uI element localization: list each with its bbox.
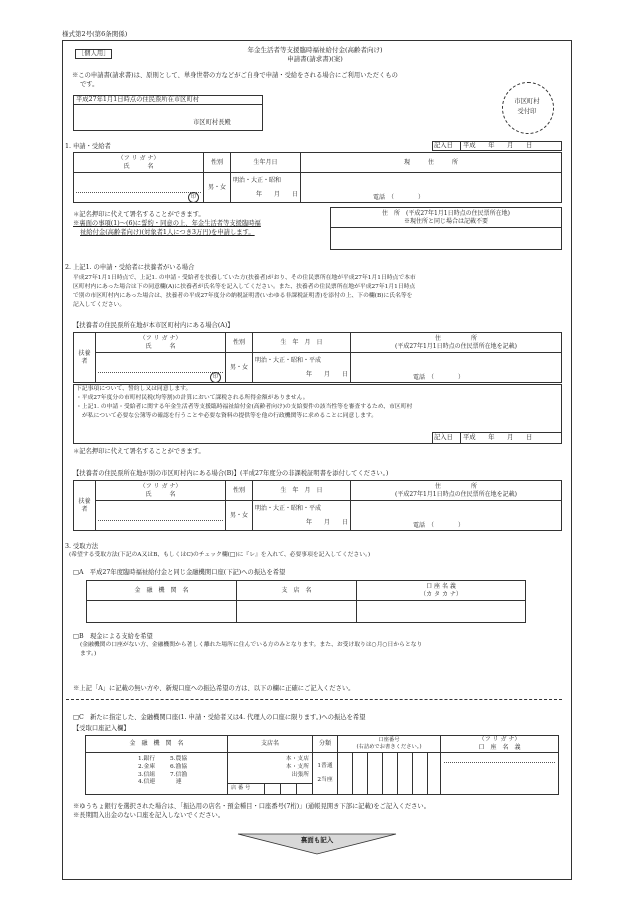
sec2-a-address-input[interactable] [351, 353, 562, 383]
sec1-entry-date-label: 記入日 [434, 142, 453, 149]
sec3-a-holder-input[interactable] [357, 601, 526, 623]
sec1-address-header: 現 住 所 [301, 153, 562, 173]
sec2-b-address-header-1: 住 所 [434, 482, 477, 490]
sec2-a-ymd: 年 月 日 [305, 370, 348, 378]
sec2-b-ymd: 年 月 日 [305, 518, 348, 526]
sec3-c-acct-header-2: (右詰めでお書きください。) [356, 744, 422, 750]
sec3-c-bank-header: 金 融 機 関 名 [86, 736, 228, 753]
sec1-address-input[interactable] [301, 173, 562, 203]
sec2-note-sign: ＊記名押印に代えて署名することができます。 [73, 448, 205, 455]
sec1-pledge-1: ※裏面の事項(1)～(6)に誓約・同意の上、年金生活者等支援臨時福 [73, 220, 261, 227]
seal-mark: 印 [210, 372, 221, 383]
sec2-entry-date-label: 記入日 [434, 434, 453, 441]
bank-type-1: 1.銀行 [138, 756, 156, 762]
sec2-a-gender-value[interactable]: 男・女 [226, 353, 253, 383]
sec3-c-kana-input[interactable] [441, 753, 559, 795]
sec3-c-branch-header: 支店名 [228, 736, 313, 753]
sec2-p3: で別の市区町村内にあった場合は、扶養者の平成27年度分の納税証明書(いわゆる非課税証明書)を添付の上、下の欄(B)に氏名等を [73, 293, 413, 299]
stamp-label-1: 市区町村 [514, 98, 540, 105]
sec2-a-gender-header: 性別 [226, 333, 253, 353]
sec2-b-birth-header: 生 年 月 日 [253, 481, 351, 501]
sec3-a-bank-input[interactable] [87, 601, 237, 623]
sec3-title: 3. 受取方法 [65, 543, 99, 550]
sec1-pledge-2: 祉給付金(高齢者向け)(対象者1人につき3万円)を申請します。 [80, 229, 255, 236]
sec2-b-title: 【扶養者の住民票所在地が別の市区町村内にある場合(B)】(平成27年度分の非課税証明書を添付してください。) [73, 470, 389, 477]
sec3-a-holder-2: （カ タ カ ナ） [420, 590, 462, 598]
sec2-p2: 区町村内にあった場合は下の同意欄(A)に扶養者が氏名等を記入してください。また、扶養者の住民票所在地が平成27年1月1日時点 [73, 284, 416, 290]
sec3-c-branch-input[interactable] [228, 753, 313, 795]
sec3-dashed-divider [66, 699, 562, 700]
sec1-note-sign: ＊記名押印に代えて署名することができます。 [73, 211, 205, 218]
bank-type-2: 2.金庫 [138, 763, 156, 770]
sec1-furigana: （フ リ ガ ナ） [117, 154, 160, 162]
sec1-era: 明治・大正・昭和 [233, 176, 282, 184]
sec2-a-supporter: 扶養者 [74, 333, 96, 383]
title-line2: 申請書(請求書)(案) [287, 55, 343, 63]
sec3-note-dormant: ※長期間入出金のない口座を記入しないでください。 [73, 812, 225, 819]
sec3-c-kana-header-1: （フ リ ガ ナ） [478, 736, 521, 744]
bank-type-4: 4.信連 [138, 779, 156, 786]
sec2-b-address-input[interactable] [351, 501, 562, 531]
sec1-jan1-note: ※現住所と同じ場合は記載不要 [403, 217, 488, 225]
sec2-a-era: 明治・大正・昭和・平成 [255, 356, 322, 364]
sec2-a-furigana: （フ リ ガ ナ） [139, 334, 182, 342]
acct-type-2: 2当座 [317, 776, 333, 783]
sec2-a-name-header: 氏 名 [145, 342, 176, 350]
sec3-a-bank-header: 金 融 機 関 名 [87, 581, 237, 601]
form-number: 様式第2号(第6条関係) [62, 30, 128, 38]
sec2-a-phone: 電話 （ ） [413, 374, 465, 382]
sec2-a-name-input[interactable] [96, 353, 226, 383]
bank-type-7b: 連 [170, 779, 182, 786]
personal-use-label: ［個人用］ [75, 49, 112, 59]
sec2-p4: 記入してください。 [73, 302, 126, 308]
sec2-a-table [73, 332, 562, 383]
sec3-c-type-header: 分類 [313, 736, 338, 753]
sec2-b-name-input[interactable] [96, 501, 226, 531]
sec3-a-branch-input[interactable] [237, 601, 357, 623]
bank-type-6: 6.漁協 [170, 763, 188, 770]
sec3-instruction: (希望する受取方法(下記のA又はB、もしくはC)のチェック欄(□)に『レ』を入れて、必要事項を記入してください。) [69, 552, 371, 558]
sec3-option-c[interactable]: □C 新たに指定した、金融機関口座(1. 申請・受給者又は4. 代理人の口座に限ります。)への振込を希望 [73, 714, 366, 721]
sec1-name-header: 氏 名 [123, 162, 154, 170]
sec1-birth-header: 生年月日 [231, 153, 301, 173]
sec1-jan1-addr: 住 所 (平成27年1月1日時点の住民票所在地) [382, 209, 510, 217]
sec3-a-table [86, 580, 526, 623]
sec3-c-table [85, 735, 559, 795]
sec1-gender-value[interactable]: 男・女 [204, 173, 231, 203]
sec2-consent-3: が私について必要な公簿等の確認を行うことや必要な資料の提供等を他の行政機関等に求めることに同意します。 [82, 413, 378, 419]
sec3-c-type-input[interactable] [313, 753, 338, 795]
sec2-consent-2: ・上記1. の申請・受給者に関する年金生活者等支援臨時福祉給付金(高齢者向け)の支給要件の該当性等を審査するため、市区町村 [76, 404, 413, 410]
sec2-entry-date-value[interactable]: 平成 年 月 日 [463, 434, 533, 441]
sec2-a-title: 【扶養者の住民票所在地が本市区町村内にある場合(A)】 [73, 322, 234, 329]
sec3-c-title: 【受取口座記入欄】 [73, 725, 130, 732]
sec2-a-address-header-2: (平成27年1月1日時点の住民票所在地を記載) [395, 342, 517, 350]
sec3-option-a[interactable]: □A 平成27年度臨時福祉給付金と同じ金融機関口座(下記)への振込を希望 [73, 569, 286, 576]
branch-type-1: 本・支店 [285, 756, 309, 762]
sec1-jan1-input[interactable] [331, 228, 562, 250]
municipality-header: 平成27年1月1日時点の住民票所在市区町村 [76, 96, 200, 103]
sec3-b-note-2: ます。) [80, 651, 97, 657]
sec2-b-table [73, 480, 562, 531]
sec2-consent-1: ・平成27年度分の市町村民税(均等割)の計算において課税される所得金額がありません。 [76, 395, 309, 401]
sec2-b-gender-value[interactable]: 男・女 [226, 501, 253, 531]
bank-type-5: 5.農協 [170, 756, 188, 762]
sec3-b-note-1: (金融機関の口座がない方、金融機関から著しく離れた場所に住んでいる方のみとなります。また、お受け取りは○月○日からとなり [80, 642, 423, 648]
sec1-table [73, 152, 562, 203]
bank-type-3: 3.信組 [138, 771, 156, 778]
sec2-b-era: 明治・大正・昭和・平成 [255, 504, 322, 512]
sec1-entry-date-value[interactable]: 平成 年 月 日 [463, 142, 533, 149]
sec2-b-furigana: （フ リ ガ ナ） [139, 482, 182, 490]
sec3-a-note: ※上記「A」に記載の無い方や、新規口座への振込希望の方は、以下の欄に正確にご記入ください。 [73, 685, 355, 692]
sec2-b-address-header-2: (平成27年1月1日時点の住民票所在地を記載) [395, 490, 517, 498]
seal-mark: 印 [188, 192, 199, 203]
sec1-ymd: 年 月 日 [255, 190, 298, 198]
sec3-c-bank-input[interactable] [86, 753, 228, 795]
sec2-a-address-header-1: 住 所 [434, 334, 477, 342]
sec2-b-gender-header: 性別 [226, 481, 253, 501]
mayor-label: 市区町村長殿 [193, 119, 231, 126]
sec1-name-input[interactable] [74, 173, 204, 203]
sec3-c-kana-header-2: 口 座 名 義 [478, 744, 521, 751]
sec1-title: 1. 申請・受給者 [65, 143, 111, 150]
title-line1: 年金生活者等支援臨時福祉給付金(高齢者向け) [247, 46, 383, 54]
sec3-a-holder-1: 口 座 名 義 [426, 582, 456, 590]
note-top-2: です。 [80, 81, 99, 88]
sec2-b-birth-input[interactable] [253, 501, 351, 531]
sec2-consent-0: 下記事項について、誓約し又は同意します。 [76, 386, 192, 392]
sec2-a-birth-header: 生 年 月 日 [253, 333, 351, 353]
acct-type-1: 1普通 [317, 762, 333, 769]
sec2-a-birth-input[interactable] [253, 353, 351, 383]
sec1-phone: 電話 （ ） [373, 194, 425, 202]
back-label: 裏面も記入 [300, 836, 334, 844]
sec2-p1: 平成27年1月1日時点で、上記1. の申請・受給者を扶養していた方(扶養者)がおり、その住民票所在地が平成27年1月1日時点で本市 [73, 275, 416, 281]
sec3-c-acct-input[interactable] [338, 753, 441, 795]
sec1-jan1-table [330, 207, 562, 250]
branch-no-label: 店 番 号 [231, 785, 251, 791]
sec3-option-b[interactable]: □B 現金による支給を希望 [73, 633, 153, 640]
branch-type-3: 出張所 [291, 771, 309, 778]
sec1-gender-header: 性別 [204, 153, 231, 173]
sec2-title: 2. 上記1. の申請・受給者に扶養者がいる場合 [65, 264, 195, 271]
sec2-b-phone: 電話 （ ） [413, 522, 465, 530]
sec2-b-supporter: 扶養者 [74, 481, 96, 531]
sec3-c-acct-header-1: 口座番号 [378, 737, 400, 744]
sec2-b-name-header: 氏 名 [145, 490, 176, 498]
sec3-a-branch-header: 支 店 名 [237, 581, 357, 601]
note-top-1: ※この申請書(請求書)は、原則として、単身世帯の方などがご自身で申請・受給をされる場合にご利用いただくもの [72, 72, 398, 79]
stamp-label-2: 受付印 [517, 108, 537, 115]
branch-type-2: 本・支所 [285, 763, 309, 770]
sec3-note-yucho: ※ゆうちょ銀行を選択された場合は、「振込用の店名・預金種目・口座番号(7桁)」(通帳見開き下部に記載)をご記入ください。 [73, 803, 431, 810]
sec1-birth-input[interactable] [231, 173, 301, 203]
bank-type-7: 7.信漁 [170, 771, 188, 778]
